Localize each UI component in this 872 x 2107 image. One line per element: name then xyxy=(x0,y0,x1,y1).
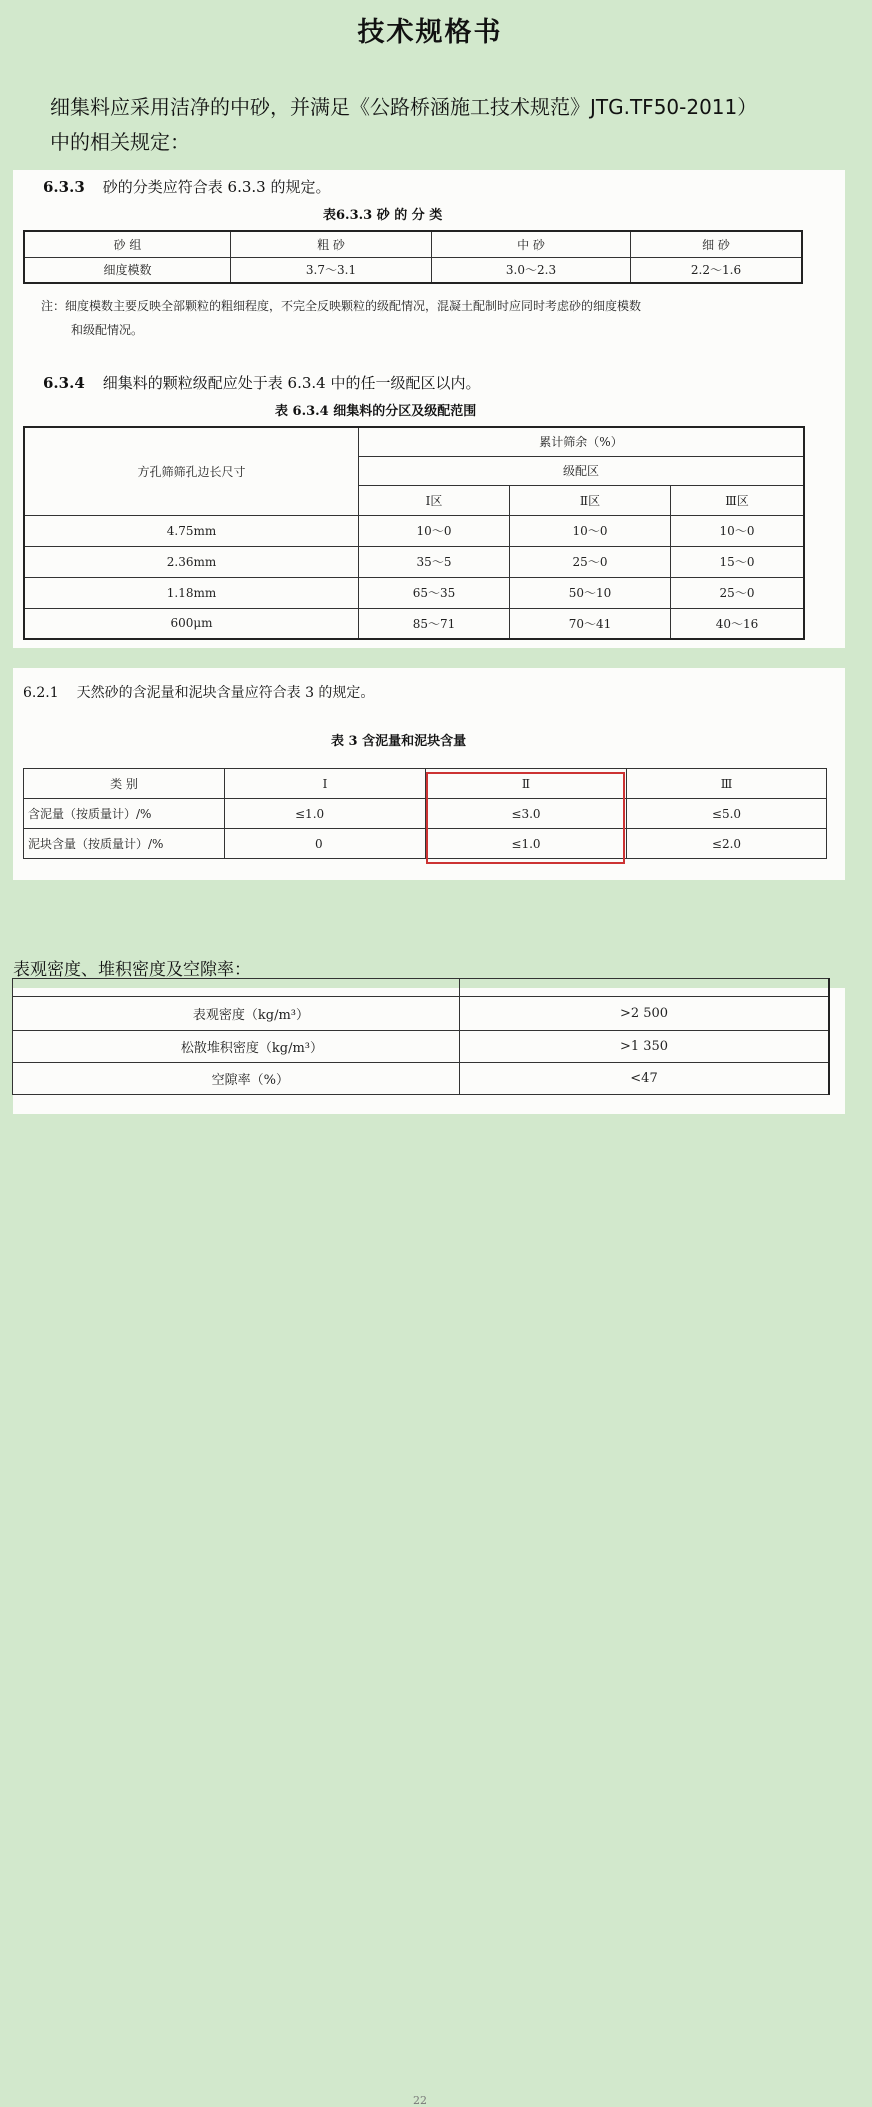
header-cell: 粗 砂 xyxy=(231,231,432,257)
table-cell: 15～0 xyxy=(671,546,805,577)
table-cell: ≤5.0 xyxy=(627,799,827,829)
clause-number: 6.2.1 xyxy=(23,685,59,701)
table-cell: 50～10 xyxy=(510,577,671,608)
highlight-box xyxy=(426,772,625,864)
table-row xyxy=(24,799,827,829)
table-cell: 细度模数 xyxy=(24,257,231,283)
table-row-partial xyxy=(13,979,830,997)
table-caption: 表 6.3.4 细集料的分区及级配范围 xyxy=(275,404,477,419)
note-line-2: 和级配情况。 xyxy=(71,323,144,337)
table-cell: 泥块含量（按质量计）/% xyxy=(24,829,225,859)
page-number: 22 xyxy=(413,2094,427,2107)
scan-panel-mud-content xyxy=(13,668,845,880)
table-row xyxy=(24,829,827,859)
table-cell: 1.18mm xyxy=(24,577,359,608)
clause-6-3-4 xyxy=(43,372,480,393)
table-cell: <47 xyxy=(460,1063,830,1095)
intro-line-2: 中的相关规定： xyxy=(50,130,190,154)
table-cell: 含泥量（按质量计）/% xyxy=(24,799,225,829)
table-cell: 4.75mm xyxy=(24,515,359,546)
table-note xyxy=(41,294,831,342)
table-cell: 85～71 xyxy=(359,608,510,639)
table-cell: 35～5 xyxy=(359,546,510,577)
table-cell: ≤1.0 xyxy=(225,799,426,829)
table-caption: 表6.3.3 砂 的 分 类 xyxy=(323,208,443,223)
header-cell: 累计筛余（%） xyxy=(359,427,805,456)
table-cell: 65～35 xyxy=(359,577,510,608)
header-cell: Ⅰ xyxy=(225,769,426,799)
table-cell: 2.2～1.6 xyxy=(631,257,803,283)
clause-6-2-1 xyxy=(23,682,374,702)
intro-line-1: 细集料应采用洁净的中砂，并满足《公路桥涵施工技术规范》JTG.TF50-2011） xyxy=(50,95,758,119)
header-cell: 方孔筛筛孔边长尺寸 xyxy=(24,427,359,515)
clause-number: 6.3.3 xyxy=(43,178,85,196)
table-cell: 0 xyxy=(225,829,426,859)
clause-text: 细集料的颗粒级配应处于表 6.3.4 中的任一级配区以内。 xyxy=(102,374,481,392)
header-cell: 级配区 xyxy=(359,456,805,485)
header-cell: 砂 组 xyxy=(24,231,231,257)
table-cell: 3.7～3.1 xyxy=(231,257,432,283)
header-cell: Ⅲ区 xyxy=(671,485,805,515)
table-row xyxy=(24,546,804,577)
clause-number: 6.3.4 xyxy=(43,374,85,392)
clause-text: 天然砂的含泥量和泥块含量应符合表 3 的规定。 xyxy=(76,685,375,701)
table-cell: 10～0 xyxy=(359,515,510,546)
header-cell: 类 别 xyxy=(24,769,225,799)
table-header-row xyxy=(24,769,827,799)
table-cell: 70～41 xyxy=(510,608,671,639)
table-cell: 松散堆积密度（kg/m³） xyxy=(13,1031,460,1063)
scan-panel-sand-grading xyxy=(13,170,845,648)
header-cell: 细 砂 xyxy=(631,231,803,257)
intro-paragraph xyxy=(50,90,860,160)
table-caption: 表 3 含泥量和泥块含量 xyxy=(331,734,467,749)
scan-panel-density xyxy=(13,988,845,2107)
table-header-row xyxy=(24,427,804,456)
table-cell: >2 500 xyxy=(460,997,830,1031)
table-cell: 2.36mm xyxy=(24,546,359,577)
clause-text: 砂的分类应符合表 6.3.3 的规定。 xyxy=(102,178,331,196)
table-cell: 40～16 xyxy=(671,608,805,639)
table-cell: ≤3.0 xyxy=(426,799,627,829)
table-row xyxy=(13,1031,830,1063)
table-row xyxy=(24,577,804,608)
page-title: 技术规格书 xyxy=(357,17,503,48)
table-cell: 25～0 xyxy=(510,546,671,577)
table-row xyxy=(13,997,830,1031)
table-cell: ≤1.0 xyxy=(426,829,627,859)
table-cell: 表观密度（kg/m³） xyxy=(13,997,460,1031)
density-table xyxy=(12,978,830,1095)
density-section-heading: 表观密度、堆积密度及空隙率： xyxy=(13,960,251,980)
table-cell: 600μm xyxy=(24,608,359,639)
mud-content-table xyxy=(23,768,827,859)
header-cell: Ⅲ xyxy=(627,769,827,799)
table-row xyxy=(24,608,804,639)
note-line-1: 注：细度模数主要反映全部颗粒的粗细程度，不完全反映颗粒的级配情况，混凝土配制时应同时考虑砂的细度模数 xyxy=(41,299,642,313)
table-row xyxy=(24,257,802,283)
table-cell: 10～0 xyxy=(671,515,805,546)
table-header-row xyxy=(24,231,802,257)
header-cell: Ⅱ区 xyxy=(510,485,671,515)
clause-6-3-3 xyxy=(43,176,330,197)
table-cell: ≤2.0 xyxy=(627,829,827,859)
table-row xyxy=(13,1063,830,1095)
sand-classification-table xyxy=(23,230,803,284)
header-cell: Ⅰ区 xyxy=(359,485,510,515)
table-cell: 空隙率（%） xyxy=(13,1063,460,1095)
table-row xyxy=(24,515,804,546)
header-cell: Ⅱ xyxy=(426,769,627,799)
table-cell: 25～0 xyxy=(671,577,805,608)
table-cell: 10～0 xyxy=(510,515,671,546)
table-cell: >1 350 xyxy=(460,1031,830,1063)
header-cell: 中 砂 xyxy=(432,231,631,257)
table-cell: 3.0～2.3 xyxy=(432,257,631,283)
fine-aggregate-grading-table xyxy=(23,426,805,640)
